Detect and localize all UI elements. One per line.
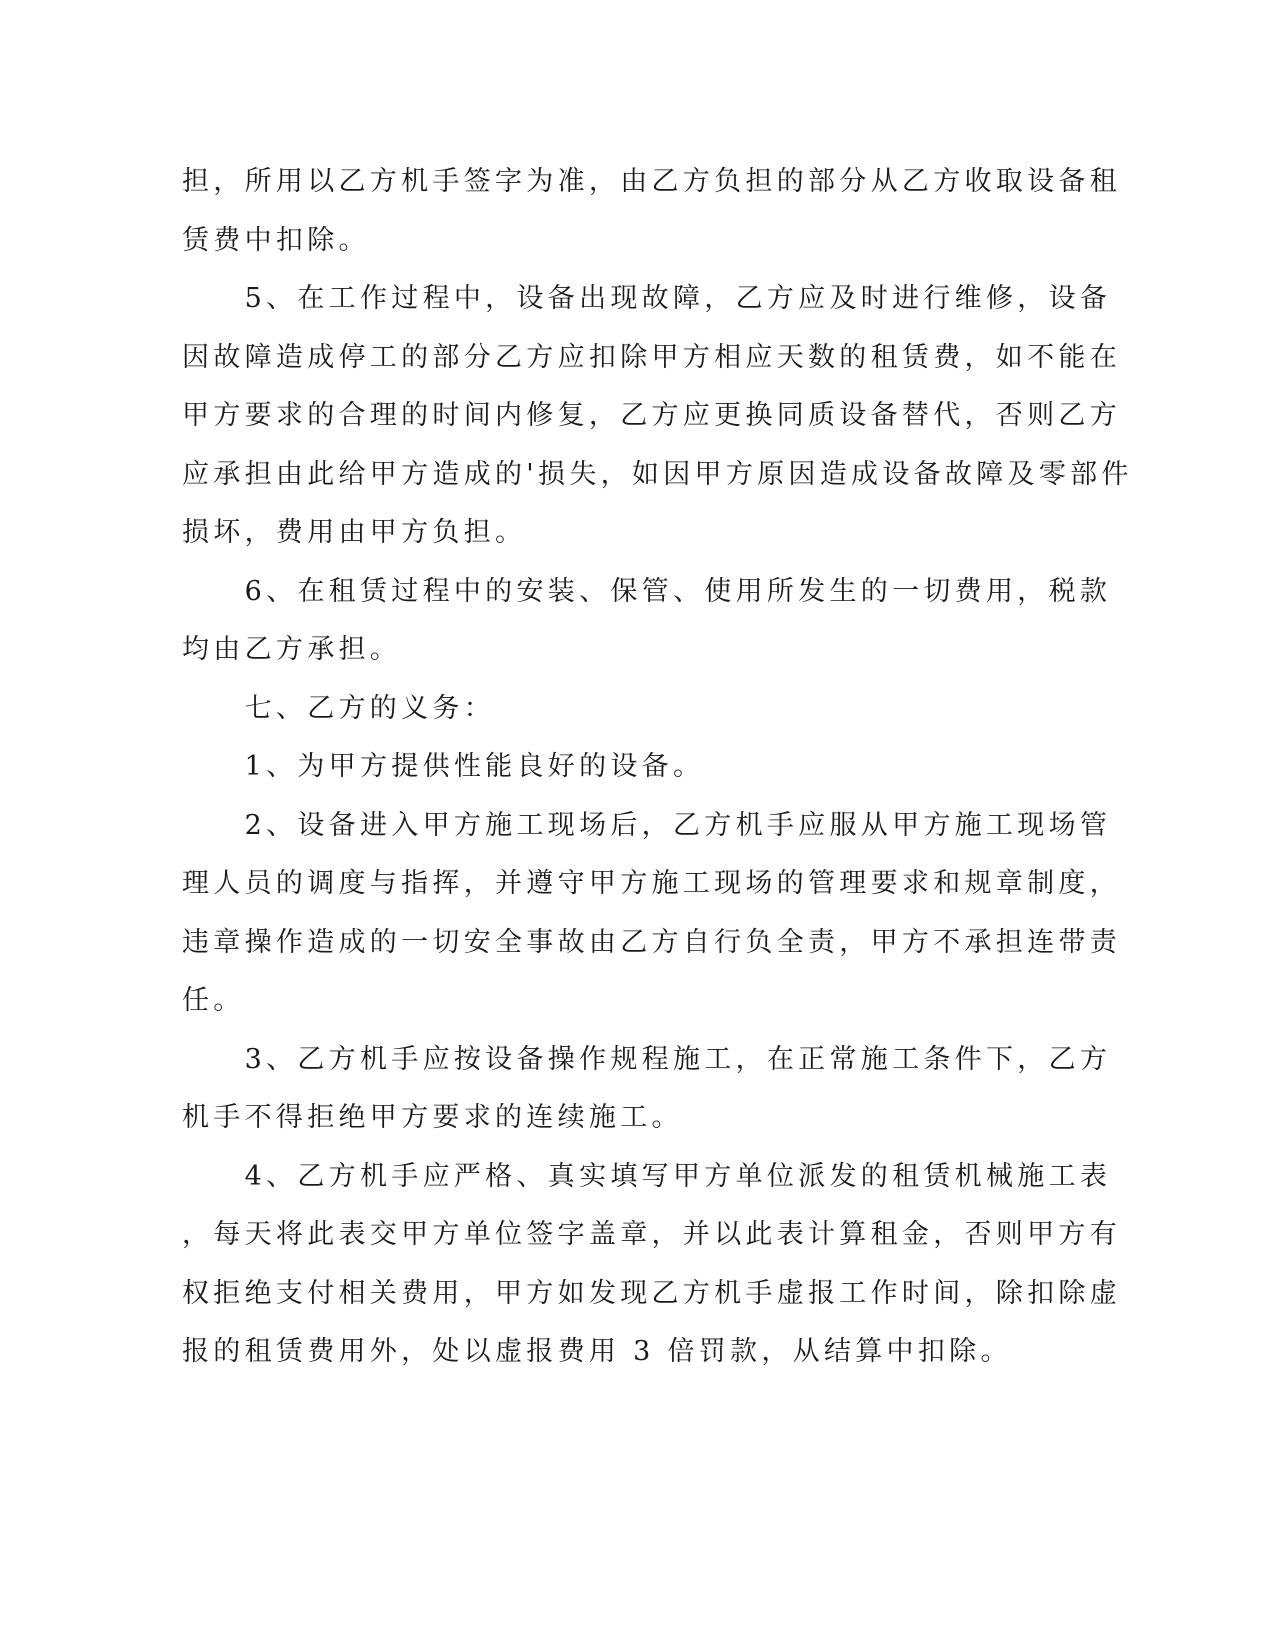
text-line: 报的租赁费用外，处以虚报费用 3 倍罚款，从结算中扣除。 xyxy=(182,1336,1012,1367)
text-line: 应承担由此给甲方造成的'损失，如因甲方原因造成设备故障及零部件 xyxy=(182,458,1133,490)
text-line: 担，所用以乙方机手签字为准，由乙方负担的部分从乙方收取设备租 xyxy=(182,166,1121,197)
text-line: 赁费中扣除。 xyxy=(182,224,370,256)
document-body xyxy=(182,153,1133,1382)
text-line: 损坏，费用由甲方负担。 xyxy=(182,517,527,548)
section-heading: 七、乙方的义务： xyxy=(182,692,495,724)
text-line: 机手不得拒绝甲方要求的连续施工。 xyxy=(182,1102,683,1133)
text-line: 权拒绝支付相关费用，甲方如发现乙方机手虚报工作时间，除扣除虚 xyxy=(182,1277,1121,1309)
text-line: 4、乙方机手应严格、真实填写甲方单位派发的租赁机械施工表 xyxy=(182,1160,1112,1192)
text-line: 2、设备进入甲方施工现场后，乙方机手应服从甲方施工现场管 xyxy=(182,809,1112,841)
text-line: 均由乙方承担。 xyxy=(182,634,402,665)
text-line: 5、在工作过程中，设备出现故障，乙方应及时进行维修，设备 xyxy=(182,283,1112,314)
text-line: 违章操作造成的一切安全事故由乙方自行负全责，甲方不承担连带责 xyxy=(182,926,1121,958)
text-line: 6、在租赁过程中的安装、保管、使用所发生的一切费用，税款 xyxy=(182,575,1112,607)
text-line: 甲方要求的合理的时间内修复，乙方应更换同质设备替代，否则乙方 xyxy=(182,400,1121,431)
text-line: 任。 xyxy=(182,985,245,1016)
text-line: 1、为甲方提供性能良好的设备。 xyxy=(182,751,705,782)
text-line: 因故障造成停工的部分乙方应扣除甲方相应天数的租赁费，如不能在 xyxy=(182,341,1121,373)
text-line: 3、乙方机手应按设备操作规程施工，在正常施工条件下，乙方 xyxy=(182,1043,1112,1075)
text-line: 理人员的调度与指挥，并遵守甲方施工现场的管理要求和规章制度， xyxy=(182,868,1121,899)
text-line: ，每天将此表交甲方单位签字盖章，并以此表计算租金，否则甲方有 xyxy=(182,1219,1121,1250)
